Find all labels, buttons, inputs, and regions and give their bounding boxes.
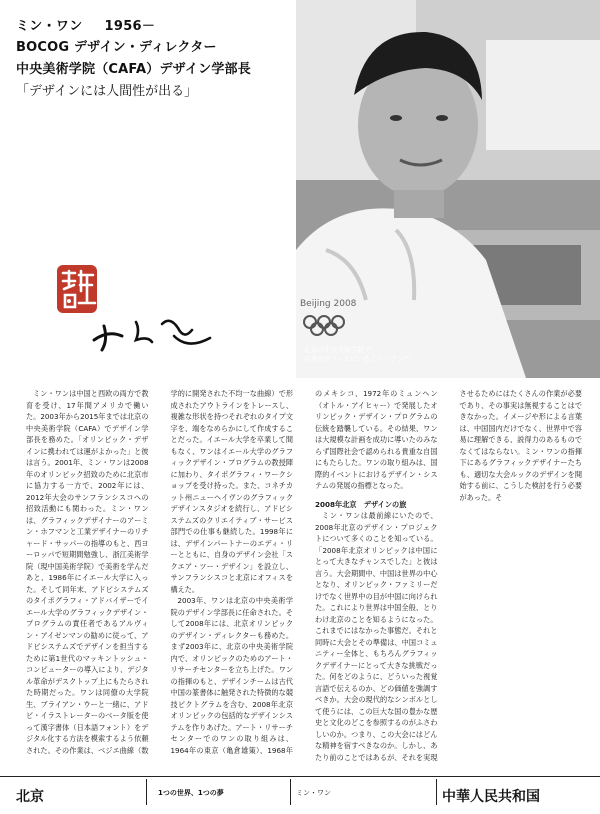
section-heading: 2008年北京 デザインの旅 [315,499,407,509]
person-years: 1956－ [104,19,156,34]
person-name-line [16,18,292,35]
footer-divider [146,779,147,805]
photo-caption [304,346,504,364]
article-body [26,388,582,764]
body-paragraph-2: 2003年、ワンは北京の中央美術学院のデザイン学部長に任命された。そして2008年には、北京オリンピックのデザイン・ディレクターも務めた。まず2003年に、北京の中央美術学院内で、オリンピックのためのアート・リサーチセンターを立ち上げた。ワンの指揮のもと、デザインチームは古代中国の篆書体に触発された特徴的な競技ピクトグラムを含む、2008年北京オリンピックの包括的なデザインシステムを作りあげた。アート・リサーチセンターでのワンの取り組みは、1964年の東京（亀倉雄策）、1968年のメキシコ、1972年のミュンヘン（オトル・アイヒャー）で発展したオリンピック・デザイン・プログラムの伝統を踏襲している。その結果、ワンは大規模な計画を成功に導いたのみならず国際社会で認められる貴重な自国にもたらした。ワンの取り組みは、国際的イベントにおけるデザイン・システムの発展の指標となった。 [170,389,438,755]
portrait-photo-illustration [296,0,600,378]
body-paragraph-1: ミン・ワンは中国と西欧の両方で教育を受け、17年間アメリカで働いた。2003年から2015年までは北京の中央美術学院（CAFA）でデザイン学部長を務めた。「オリンピック・デザインに携われては運がよかった」と彼は言う。2001年、ミン・ワンは2008年のオリンピック招致のために北京市に協力する一方で、2002年には、2012年大会のサンフランシスコへの招致活動にも関わった。ミン・ワンは、グラフィックデザイナーのアーミン・ホフマンと工業デザイナーのリチャード・サッパーの指導のもと、西ヨーロッパで短期間勉強し、浙江美術学院（現中国美術学院）で美術を学んだあと、1986年にイエール大学に入った。そして同年末、アドビシステムズのタイポグラフィ・アドバイザーでイエール大学のグラフィックデザイン・プログラムの責任者であるアルヴィン・アイゼンマンの勧めに従って、アドビシステムズでデザインを担当するために第1世代のマッキントッシュ・コンピューターの導入により、デジタル革命がデスクトップ上にもたらされた時期だった。ワンは同僚の大学院生、ブライアン・ウーと一緒に、アドビ・イラストレーターのベータ版を使って漢字書体（日本語フォント）をデジタル化する方法を模索するよう依頼された。その作業は、ベジエ曲線（数学的に開発された不均一な曲線）で形成されたアウトラインをトレースし、複雑な形状を持つそれぞれのタイプ文字を、端をなめらかにして作成することだった。イエール大学を卒業して間もなく、ワンはイエール大学のグラフィックデザイン・プログラムの教授陣に加わり、タイポグラフィ・ワークショップを受け持った。また、コネチカット州ニューヘイヴンのグラフィックデザインスタジオを続行し、アドビシステムズのクリエイティブ・サービス部門での仕事も継続した。1998年には、デザインパートナーのエディ・リーとともに、自身のデザイン会社「スクエア・ツー・デザイン」を設立し、サンフランシスコと北京にオフィスを構えた。 [26,389,293,755]
portrait-photo [296,0,600,378]
photo-caption-line-1: 北京の中央美術学院で [304,346,371,354]
footer-slogan: 1つの世界、1つの夢 [158,789,224,797]
shirt-logo-text: Beijing 2008 [300,299,357,309]
person-name: ミン・ワン [16,19,83,34]
signature-icon [88,300,218,355]
header-block [16,18,292,101]
body-paragraph-3: ミン・ワンは最前線にいたので、2008年北京のデザイン・プロジェクトについて多くのことを知っている。「2008年北京オリンピックは中国にとって大きなチャンスでした」と彼は言う。大会期間中、中国は世界の中心となり、オリンピック・ファミリーだけでなく世界中の目が中国に向けられた。これにより世界は中国全般、とりわけ北京のことを知るようになった。これまでにはなかった事態だ。それと同時に大会とその準備は、中国コミュニティー全体と、もちろんグラフィックデザイナーにとって大きな挑戦だった。何をどのように、どういった視覚言語で伝えるのか、どの価値を強調すべきか。大会の現代的なシンボルとして使うには、この巨大な国の豊かな歴史と文化のどこを参照するのがふさわしいのか。つまり、この大会にはどんな精神を宿すべきなのか。しかし、あたり前のことではあるが、それを実現させるためにはたくさんの作業が必要であり、その事実は無視することはできなかった。イメージや形による言葉は、中国国内だけでなく、世界中で容易に理解できる、説得力のあるものでなくてはならない。ミン・ワンの指揮下にあるグラフィックデザイナーたちも、適切な大会ルックのデザインを開始する前に、こうした検討を行う必要があった。そ [315,389,582,762]
page-footer [0,776,600,814]
job-title-2: 中央美術学院（CAFA）デザイン学部長 [16,62,251,77]
footer-divider [290,779,291,805]
photo-caption-line-2: 自身のオフィスにいるミン・ワン⁽²⁾ [304,355,410,363]
footer-city: 北京 [16,789,44,805]
footer-country: 中華人民共和国 [442,789,540,805]
pull-quote: 「デザインには人間性が出る」 [16,84,198,99]
footer-divider [436,779,437,805]
job-title-1: BOCOG デザイン・ディレクター [16,40,217,55]
footer-person: ミン・ワン [296,789,331,797]
